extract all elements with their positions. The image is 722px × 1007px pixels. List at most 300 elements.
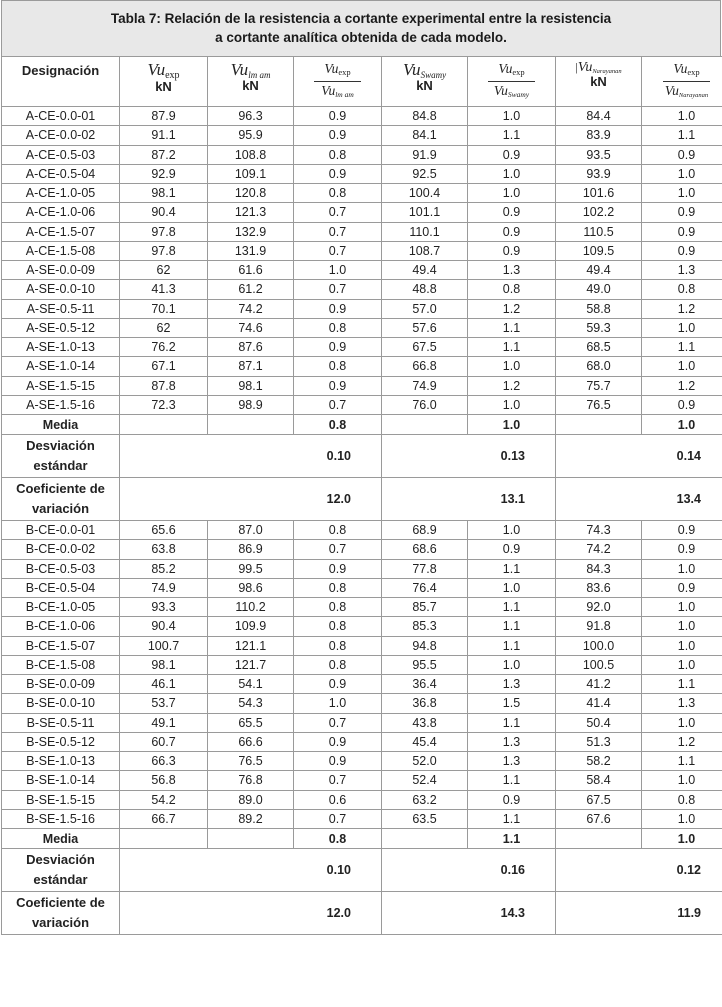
ratio-swamy-cell: 1.0: [468, 655, 556, 674]
vu-swamy-cell: 36.4: [382, 675, 468, 694]
vu-lmam-cell: 95.9: [208, 126, 294, 145]
ratio-swamy-cell: 1.0: [468, 357, 556, 376]
vu-exp-cell: 87.2: [120, 145, 208, 164]
vu-exp-cell: 67.1: [120, 357, 208, 376]
ratio-swamy-cell: 1.1: [468, 713, 556, 732]
header-vu-swamy: $Vu_{Swamy}$ kN: [382, 57, 468, 107]
designacion-cell: A-CE-0.5-04: [2, 164, 120, 183]
table-row: [2, 636, 722, 655]
vu-lmam-cell: 131.9: [208, 241, 294, 260]
header-vu-narayanan: |VuNarayanan kN: [556, 57, 642, 107]
desv-label: Desviación estándar: [2, 849, 120, 892]
ratio-lmam-cell: 0.9: [294, 107, 382, 126]
ratio-narayanan-cell: 1.0: [642, 598, 722, 617]
ratio-narayanan-cell: 0.9: [642, 222, 722, 241]
desv-value: 0.12: [556, 849, 722, 892]
ratio-narayanan-cell: 1.1: [642, 752, 722, 771]
vu-swamy-cell: 85.3: [382, 617, 468, 636]
table-row: [2, 521, 722, 540]
table-title-line-1: Tabla 7: Relación de la resistencia a cortante experimental entre la resistencia: [110, 11, 612, 26]
vu-swamy-cell: 95.5: [382, 655, 468, 674]
ratio-swamy-cell: 1.0: [468, 521, 556, 540]
vu-exp-cell: 62: [120, 318, 208, 337]
shear-resistance-table: [1, 56, 722, 935]
media-value: 1.0: [468, 415, 556, 435]
ratio-narayanan-cell: 1.0: [642, 107, 722, 126]
coef-value: 14.3: [382, 892, 556, 935]
designacion-cell: B-CE-1.0-05: [2, 598, 120, 617]
ratio-swamy-cell: 1.2: [468, 376, 556, 395]
header-ratio-lmam: $\frac{Vuexp}{\text{Vulm am}}$: [294, 57, 382, 107]
vu-lmam-cell: 61.6: [208, 261, 294, 280]
vu-narayanan-cell: 93.9: [556, 164, 642, 183]
ratio-swamy-cell: 0.9: [468, 241, 556, 260]
group-a-coef-row: [2, 478, 722, 521]
vu-lmam-cell: 99.5: [208, 559, 294, 578]
vu-lmam-cell: 76.8: [208, 771, 294, 790]
vu-exp-cell: 90.4: [120, 203, 208, 222]
ratio-narayanan-cell: 1.3: [642, 261, 722, 280]
designacion-cell: B-SE-1.5-15: [2, 790, 120, 809]
vu-exp-cell: 56.8: [120, 771, 208, 790]
vu-narayanan-cell: 41.4: [556, 694, 642, 713]
designacion-cell: B-CE-1.5-08: [2, 655, 120, 674]
vu-swamy-cell: 57.0: [382, 299, 468, 318]
vu-swamy-cell: 77.8: [382, 559, 468, 578]
vu-narayanan-cell: 49.4: [556, 261, 642, 280]
vu-swamy-cell: 74.9: [382, 376, 468, 395]
coef-value: 12.0: [120, 892, 382, 935]
vu-swamy-cell: 52.4: [382, 771, 468, 790]
ratio-narayanan-cell: 0.9: [642, 241, 722, 260]
vu-narayanan-cell: 74.3: [556, 521, 642, 540]
ratio-swamy-cell: 1.3: [468, 675, 556, 694]
header-row: [2, 57, 722, 107]
ratio-lmam-cell: 0.9: [294, 126, 382, 145]
vu-swamy-cell: 100.4: [382, 184, 468, 203]
ratio-lmam-cell: 0.7: [294, 540, 382, 559]
vu-narayanan-cell: 100.0: [556, 636, 642, 655]
vu-swamy-cell: 63.5: [382, 809, 468, 828]
vu-lmam-cell: 54.1: [208, 675, 294, 694]
ratio-swamy-cell: 0.9: [468, 540, 556, 559]
designacion-cell: A-SE-1.0-13: [2, 338, 120, 357]
ratio-lmam-cell: 0.9: [294, 376, 382, 395]
table-row: [2, 395, 722, 414]
vu-swamy-cell: 43.8: [382, 713, 468, 732]
vu-lmam-cell: 74.2: [208, 299, 294, 318]
vu-exp-cell: 93.3: [120, 598, 208, 617]
designacion-cell: A-SE-0.0-10: [2, 280, 120, 299]
ratio-lmam-cell: 0.9: [294, 559, 382, 578]
ratio-lmam-cell: 0.7: [294, 809, 382, 828]
ratio-lmam-cell: 0.7: [294, 203, 382, 222]
vu-lmam-cell: 121.3: [208, 203, 294, 222]
vu-narayanan-cell: 101.6: [556, 184, 642, 203]
vu-swamy-cell: 110.1: [382, 222, 468, 241]
designacion-cell: B-CE-1.0-06: [2, 617, 120, 636]
table-row: [2, 559, 722, 578]
media-value: 1.0: [642, 829, 722, 849]
vu-swamy-cell: 66.8: [382, 357, 468, 376]
table-row: [2, 675, 722, 694]
ratio-narayanan-cell: 0.9: [642, 521, 722, 540]
vu-exp-cell: 53.7: [120, 694, 208, 713]
group-a-media-row: [2, 415, 722, 435]
ratio-narayanan-cell: 1.0: [642, 636, 722, 655]
ratio-swamy-cell: 1.0: [468, 395, 556, 414]
table-container: [1, 0, 721, 935]
vu-lmam-cell: 96.3: [208, 107, 294, 126]
ratio-narayanan-cell: 0.9: [642, 395, 722, 414]
ratio-swamy-cell: 1.1: [468, 126, 556, 145]
ratio-narayanan-cell: 0.9: [642, 145, 722, 164]
vu-exp-cell: 72.3: [120, 395, 208, 414]
vu-narayanan-cell: 58.2: [556, 752, 642, 771]
ratio-swamy-cell: 0.9: [468, 222, 556, 241]
vu-swamy-cell: 49.4: [382, 261, 468, 280]
ratio-narayanan-cell: 0.8: [642, 280, 722, 299]
vu-swamy-cell: 57.6: [382, 318, 468, 337]
vu-exp-cell: 98.1: [120, 184, 208, 203]
vu-exp-cell: 62: [120, 261, 208, 280]
group-b-desv-row: [2, 849, 722, 892]
vu-exp-cell: 66.3: [120, 752, 208, 771]
coef-label: Coeficiente de variación: [2, 892, 120, 935]
table-row: [2, 241, 722, 260]
vu-narayanan-cell: 91.8: [556, 617, 642, 636]
designacion-cell: B-CE-0.5-04: [2, 578, 120, 597]
vu-narayanan-cell: 58.4: [556, 771, 642, 790]
table-row: [2, 164, 722, 183]
group-a-body: [2, 107, 722, 415]
vu-swamy-cell: 67.5: [382, 338, 468, 357]
vu-lmam-cell: 86.9: [208, 540, 294, 559]
vu-exp-cell: 65.6: [120, 521, 208, 540]
vu-lmam-cell: 98.9: [208, 395, 294, 414]
designacion-cell: A-CE-0.0-02: [2, 126, 120, 145]
desv-value: 0.14: [556, 435, 722, 478]
ratio-swamy-cell: 1.1: [468, 771, 556, 790]
vu-exp-cell: 100.7: [120, 636, 208, 655]
vu-swamy-cell: 68.6: [382, 540, 468, 559]
vu-narayanan-cell: 51.3: [556, 732, 642, 751]
table-row: [2, 752, 722, 771]
ratio-lmam-cell: 0.6: [294, 790, 382, 809]
table-row: [2, 338, 722, 357]
designacion-cell: A-CE-1.0-06: [2, 203, 120, 222]
vu-narayanan-cell: 67.5: [556, 790, 642, 809]
designacion-cell: A-SE-1.5-15: [2, 376, 120, 395]
designacion-cell: B-SE-0.5-11: [2, 713, 120, 732]
ratio-narayanan-cell: 1.2: [642, 732, 722, 751]
desv-value: 0.10: [120, 849, 382, 892]
vu-narayanan-cell: 100.5: [556, 655, 642, 674]
vu-swamy-cell: 45.4: [382, 732, 468, 751]
vu-narayanan-cell: 49.0: [556, 280, 642, 299]
vu-lmam-cell: 120.8: [208, 184, 294, 203]
designacion-cell: A-SE-0.0-09: [2, 261, 120, 280]
ratio-swamy-cell: 1.3: [468, 752, 556, 771]
vu-swamy-cell: 85.7: [382, 598, 468, 617]
ratio-swamy-cell: 1.1: [468, 636, 556, 655]
table-row: [2, 203, 722, 222]
table-row: [2, 694, 722, 713]
ratio-lmam-cell: 0.9: [294, 299, 382, 318]
ratio-swamy-cell: 1.1: [468, 598, 556, 617]
ratio-narayanan-cell: 1.0: [642, 771, 722, 790]
vu-lmam-cell: 61.2: [208, 280, 294, 299]
ratio-lmam-cell: 0.8: [294, 184, 382, 203]
vu-swamy-cell: 68.9: [382, 521, 468, 540]
table-row: [2, 655, 722, 674]
table-row: [2, 318, 722, 337]
vu-narayanan-cell: 110.5: [556, 222, 642, 241]
ratio-swamy-cell: 1.1: [468, 338, 556, 357]
vu-lmam-cell: 98.1: [208, 376, 294, 395]
vu-narayanan-cell: 92.0: [556, 598, 642, 617]
vu-lmam-cell: 109.1: [208, 164, 294, 183]
ratio-swamy-cell: 0.9: [468, 203, 556, 222]
table-row: [2, 222, 722, 241]
ratio-lmam-cell: 0.9: [294, 752, 382, 771]
ratio-lmam-cell: 0.9: [294, 732, 382, 751]
ratio-swamy-cell: 1.1: [468, 318, 556, 337]
ratio-lmam-cell: 0.8: [294, 145, 382, 164]
vu-exp-cell: 85.2: [120, 559, 208, 578]
vu-narayanan-cell: 76.5: [556, 395, 642, 414]
vu-lmam-cell: 121.7: [208, 655, 294, 674]
table-row: [2, 376, 722, 395]
ratio-lmam-cell: 0.7: [294, 713, 382, 732]
vu-swamy-cell: 76.0: [382, 395, 468, 414]
ratio-narayanan-cell: 1.0: [642, 164, 722, 183]
ratio-narayanan-cell: 0.9: [642, 578, 722, 597]
vu-exp-cell: 74.9: [120, 578, 208, 597]
designacion-cell: A-CE-1.5-07: [2, 222, 120, 241]
ratio-swamy-cell: 1.1: [468, 617, 556, 636]
desv-value: 0.13: [382, 435, 556, 478]
ratio-narayanan-cell: 1.1: [642, 126, 722, 145]
media-label: Media: [2, 829, 120, 849]
vu-exp-cell: 60.7: [120, 732, 208, 751]
vu-exp-cell: 97.8: [120, 222, 208, 241]
vu-lmam-cell: 89.0: [208, 790, 294, 809]
vu-lmam-cell: 74.6: [208, 318, 294, 337]
designacion-cell: B-SE-0.0-09: [2, 675, 120, 694]
vu-narayanan-cell: 68.5: [556, 338, 642, 357]
vu-swamy-cell: 84.8: [382, 107, 468, 126]
vu-narayanan-cell: 59.3: [556, 318, 642, 337]
desv-value: 0.10: [120, 435, 382, 478]
table-title: [1, 0, 721, 56]
vu-exp-cell: 87.8: [120, 376, 208, 395]
header-designacion: Designación: [2, 57, 120, 107]
ratio-lmam-cell: 0.9: [294, 338, 382, 357]
ratio-narayanan-cell: 0.9: [642, 203, 722, 222]
vu-exp-cell: 41.3: [120, 280, 208, 299]
vu-narayanan-cell: 74.2: [556, 540, 642, 559]
table-row: [2, 598, 722, 617]
ratio-lmam-cell: 0.7: [294, 395, 382, 414]
designacion-cell: B-CE-0.0-01: [2, 521, 120, 540]
ratio-swamy-cell: 1.2: [468, 299, 556, 318]
header-vu-exp: $Vu_{exp}$ kN: [120, 57, 208, 107]
ratio-narayanan-cell: 1.1: [642, 338, 722, 357]
vu-exp-cell: 66.7: [120, 809, 208, 828]
ratio-lmam-cell: 0.7: [294, 222, 382, 241]
ratio-lmam-cell: 0.9: [294, 675, 382, 694]
vu-narayanan-cell: 75.7: [556, 376, 642, 395]
vu-lmam-cell: 98.6: [208, 578, 294, 597]
vu-swamy-cell: 84.1: [382, 126, 468, 145]
vu-lmam-cell: 89.2: [208, 809, 294, 828]
table-row: [2, 126, 722, 145]
ratio-swamy-cell: 0.8: [468, 280, 556, 299]
header-vu-lmam: $Vu_{lm am}$ kN: [208, 57, 294, 107]
vu-swamy-cell: 48.8: [382, 280, 468, 299]
ratio-narayanan-cell: 1.0: [642, 655, 722, 674]
table-row: [2, 357, 722, 376]
vu-swamy-cell: 101.1: [382, 203, 468, 222]
table-title-line-2: a cortante analítica obtenida de cada modelo.: [215, 30, 507, 45]
media-value: 1.1: [468, 829, 556, 849]
ratio-narayanan-cell: 1.2: [642, 376, 722, 395]
vu-narayanan-cell: 58.8: [556, 299, 642, 318]
designacion-cell: B-SE-1.0-13: [2, 752, 120, 771]
ratio-swamy-cell: 1.0: [468, 164, 556, 183]
ratio-lmam-cell: 0.7: [294, 241, 382, 260]
vu-lmam-cell: 132.9: [208, 222, 294, 241]
vu-lmam-cell: 66.6: [208, 732, 294, 751]
vu-lmam-cell: 65.5: [208, 713, 294, 732]
designacion-cell: B-SE-0.5-12: [2, 732, 120, 751]
vu-exp-cell: 46.1: [120, 675, 208, 694]
vu-narayanan-cell: 93.5: [556, 145, 642, 164]
ratio-lmam-cell: 0.8: [294, 617, 382, 636]
group-b-coef-row: [2, 892, 722, 935]
ratio-narayanan-cell: 1.0: [642, 318, 722, 337]
desv-label: Desviación estándar: [2, 435, 120, 478]
designacion-cell: B-CE-0.5-03: [2, 559, 120, 578]
designacion-cell: A-SE-0.5-11: [2, 299, 120, 318]
table-row: [2, 107, 722, 126]
vu-exp-cell: 98.1: [120, 655, 208, 674]
ratio-swamy-cell: 1.0: [468, 184, 556, 203]
designacion-cell: A-CE-0.0-01: [2, 107, 120, 126]
ratio-lmam-cell: 0.8: [294, 655, 382, 674]
ratio-narayanan-cell: 1.0: [642, 184, 722, 203]
designacion-cell: A-CE-1.5-08: [2, 241, 120, 260]
table-row: [2, 540, 722, 559]
designacion-cell: B-CE-1.5-07: [2, 636, 120, 655]
vu-swamy-cell: 108.7: [382, 241, 468, 260]
vu-exp-cell: 49.1: [120, 713, 208, 732]
ratio-lmam-cell: 0.8: [294, 598, 382, 617]
vu-lmam-cell: 108.8: [208, 145, 294, 164]
vu-narayanan-cell: 68.0: [556, 357, 642, 376]
ratio-narayanan-cell: 1.1: [642, 675, 722, 694]
table-row: [2, 732, 722, 751]
vu-swamy-cell: 92.5: [382, 164, 468, 183]
vu-lmam-cell: 87.1: [208, 357, 294, 376]
vu-lmam-cell: 54.3: [208, 694, 294, 713]
vu-exp-cell: 63.8: [120, 540, 208, 559]
table-row: [2, 617, 722, 636]
vu-lmam-cell: 110.2: [208, 598, 294, 617]
ratio-narayanan-cell: 1.0: [642, 357, 722, 376]
vu-narayanan-cell: 67.6: [556, 809, 642, 828]
designacion-cell: B-SE-1.0-14: [2, 771, 120, 790]
vu-swamy-cell: 52.0: [382, 752, 468, 771]
ratio-lmam-cell: 0.9: [294, 164, 382, 183]
vu-narayanan-cell: 83.9: [556, 126, 642, 145]
coef-value: 11.9: [556, 892, 722, 935]
group-b-summary: [2, 829, 722, 935]
vu-swamy-cell: 91.9: [382, 145, 468, 164]
group-a-summary: [2, 415, 722, 521]
table-row: [2, 790, 722, 809]
header-ratio-swamy: $\frac{Vuexp}{\text{VuSwamy}}$: [468, 57, 556, 107]
vu-exp-cell: 70.1: [120, 299, 208, 318]
ratio-swamy-cell: 1.1: [468, 809, 556, 828]
ratio-swamy-cell: 1.0: [468, 578, 556, 597]
group-b-body: [2, 521, 722, 829]
vu-narayanan-cell: 83.6: [556, 578, 642, 597]
ratio-narayanan-cell: 1.0: [642, 559, 722, 578]
ratio-narayanan-cell: 1.0: [642, 617, 722, 636]
vu-lmam-cell: 76.5: [208, 752, 294, 771]
ratio-narayanan-cell: 1.3: [642, 694, 722, 713]
ratio-lmam-cell: 0.8: [294, 578, 382, 597]
vu-exp-cell: 87.9: [120, 107, 208, 126]
ratio-lmam-cell: 0.7: [294, 280, 382, 299]
ratio-swamy-cell: 1.5: [468, 694, 556, 713]
vu-narayanan-cell: 50.4: [556, 713, 642, 732]
desv-value: 0.16: [382, 849, 556, 892]
ratio-lmam-cell: 0.7: [294, 771, 382, 790]
table-row: [2, 184, 722, 203]
ratio-swamy-cell: 1.3: [468, 732, 556, 751]
ratio-swamy-cell: 1.3: [468, 261, 556, 280]
coef-value: 13.1: [382, 478, 556, 521]
designacion-cell: B-SE-0.0-10: [2, 694, 120, 713]
vu-narayanan-cell: 41.2: [556, 675, 642, 694]
vu-exp-cell: 97.8: [120, 241, 208, 260]
vu-lmam-cell: 87.0: [208, 521, 294, 540]
designacion-cell: A-SE-1.5-16: [2, 395, 120, 414]
designacion-cell: A-SE-0.5-12: [2, 318, 120, 337]
media-value: 0.8: [294, 829, 382, 849]
table-row: [2, 771, 722, 790]
ratio-narayanan-cell: 1.0: [642, 713, 722, 732]
vu-exp-cell: 91.1: [120, 126, 208, 145]
ratio-narayanan-cell: 1.0: [642, 809, 722, 828]
vu-swamy-cell: 94.8: [382, 636, 468, 655]
vu-swamy-cell: 36.8: [382, 694, 468, 713]
ratio-lmam-cell: 0.8: [294, 357, 382, 376]
ratio-narayanan-cell: 0.9: [642, 540, 722, 559]
coef-value: 13.4: [556, 478, 722, 521]
vu-narayanan-cell: 84.4: [556, 107, 642, 126]
ratio-swamy-cell: 1.1: [468, 559, 556, 578]
ratio-lmam-cell: 1.0: [294, 261, 382, 280]
vu-narayanan-cell: 84.3: [556, 559, 642, 578]
table-row: [2, 299, 722, 318]
table-row: [2, 261, 722, 280]
vu-swamy-cell: 63.2: [382, 790, 468, 809]
vu-lmam-cell: 109.9: [208, 617, 294, 636]
